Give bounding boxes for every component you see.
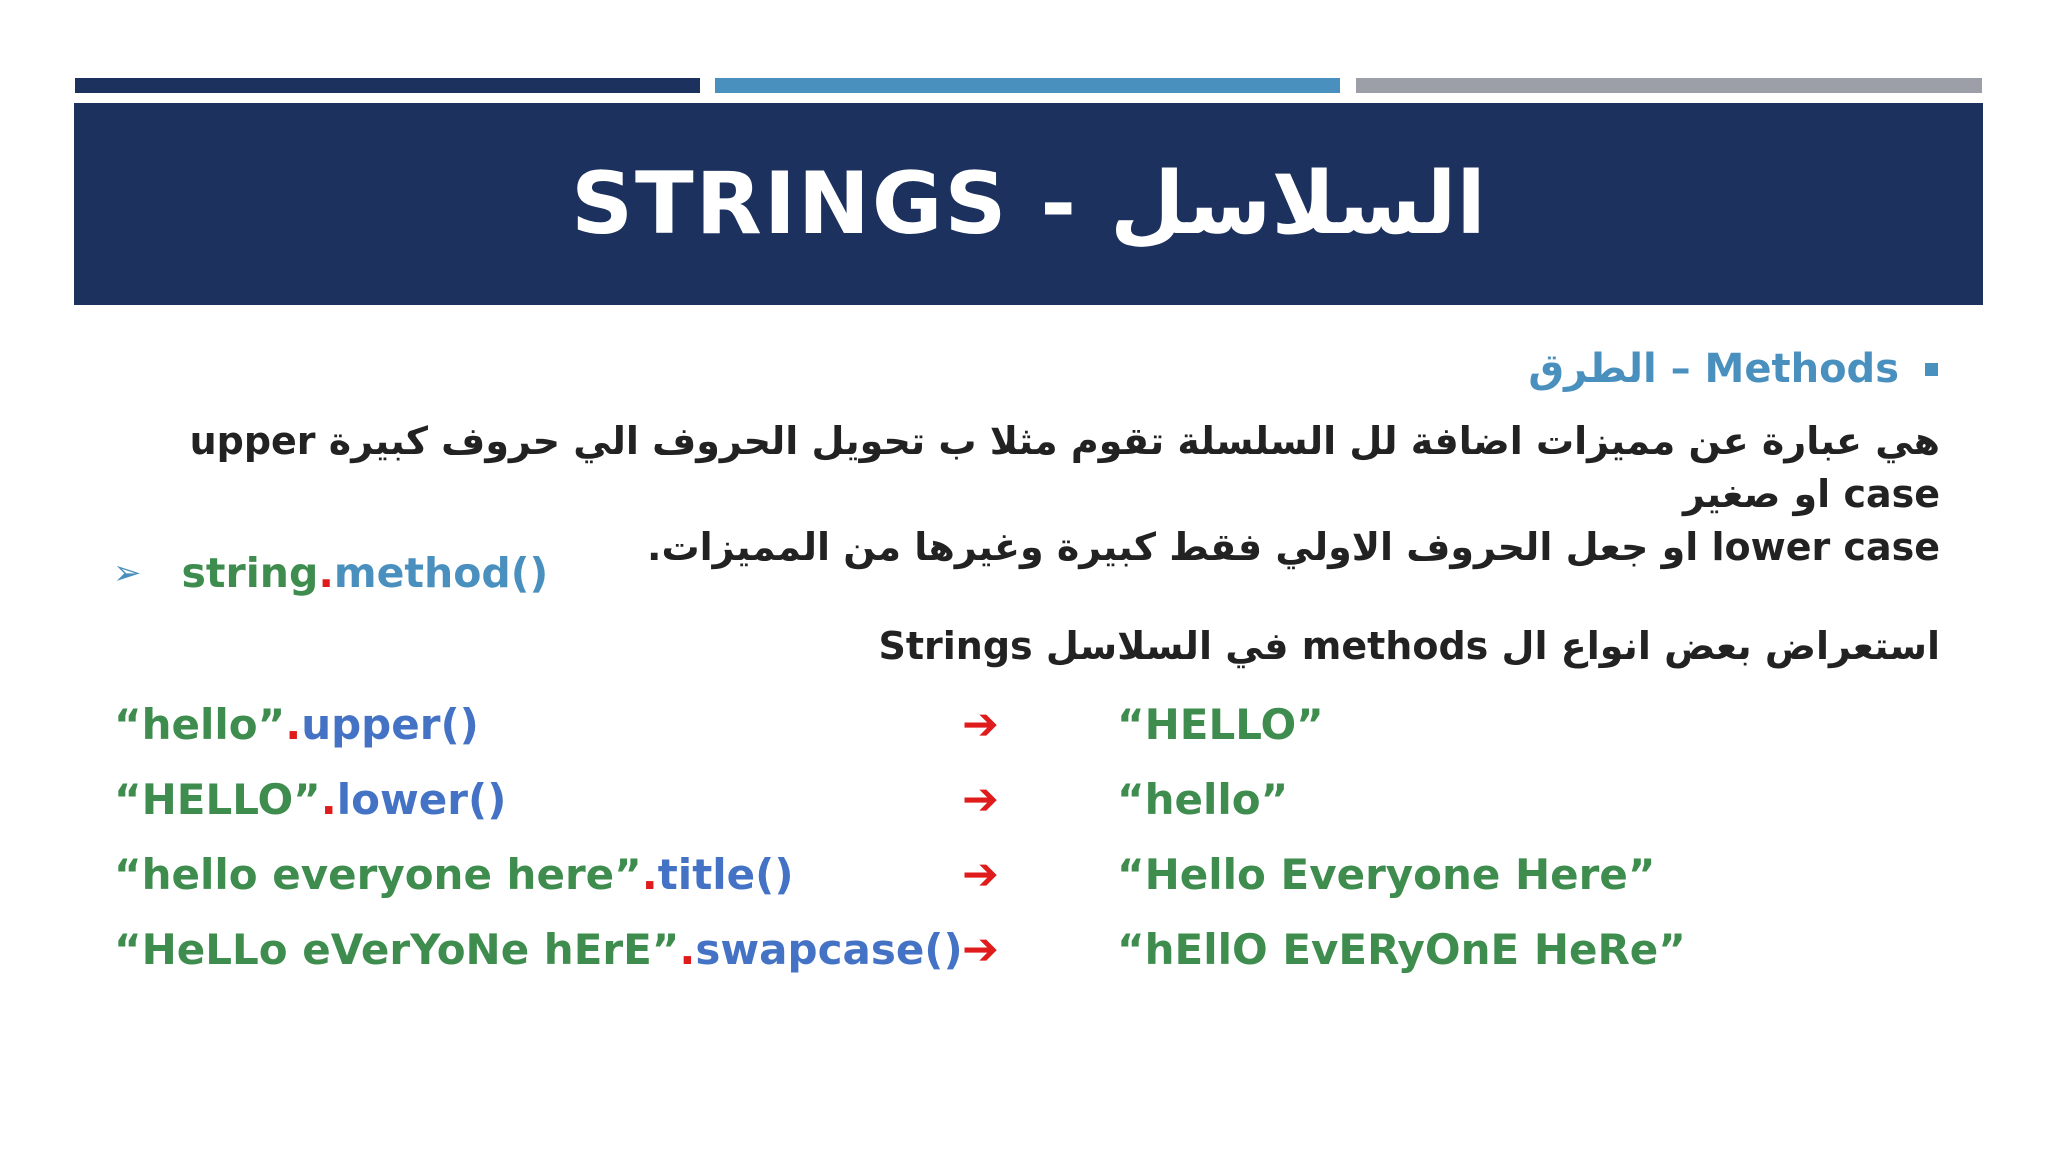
example-string: “HeLLo eVerYoNe hErE” [114,924,680,974]
square-bullet-icon [1925,363,1938,376]
methods-heading-row [1528,344,1938,394]
syntax-object: string [181,549,319,597]
title-band [74,103,1983,305]
example-method: upper() [301,699,479,749]
syntax-example [182,549,549,597]
example-dot: . [320,774,337,824]
example-expression [114,700,479,749]
slide-title: STRINGS - السلاسل [571,154,1486,254]
right-arrow-icon: ➔ [962,698,999,750]
right-arrow-icon: ➔ [962,773,999,825]
right-arrow-icon: ➔ [962,923,999,975]
example-dot: . [285,699,302,749]
description-line-1: هي عبارة عن مميزات اضافة لل السلسلة تقوم مثلا ب تحويل الحروف الي حروف كبيرة upper case او صغير [189,419,1940,516]
syntax-row [113,545,548,601]
arrow-bullet-icon: ➢ [113,553,142,593]
examples-subtitle: استعراض بعض انواع ال methods في السلاسل Strings [878,624,1940,668]
syntax-method: method() [333,549,549,597]
example-dot: . [679,924,696,974]
example-dot: . [641,849,658,899]
example-expression [114,850,794,899]
example-string: “hello everyone here” [114,849,642,899]
example-row-upper [114,694,1914,754]
top-accent-bar-navy [75,78,700,93]
example-expression [114,775,506,824]
example-method: swapcase() [695,924,963,974]
example-row-lower [114,769,1914,829]
right-arrow-icon: ➔ [962,848,999,900]
example-result: “Hello Everyone Here” [1117,849,1656,899]
example-row-swapcase [114,919,1914,979]
syntax-dot: . [318,549,334,597]
top-accent-bar-blue [715,78,1340,93]
example-result: “hello” [1117,774,1289,824]
top-accent-bar-gray [1356,78,1982,93]
example-method: lower() [336,774,507,824]
description-line-2: lower case او جعل الحروف الاولي فقط كبيرة وغيرها من المميزات. [647,525,1940,569]
example-method: title() [657,849,794,899]
example-result: “hEllO EvERyOnE HeRe” [1117,924,1686,974]
example-string: “hello” [114,699,286,749]
example-result: “HELLO” [1117,699,1324,749]
example-expression [114,925,963,974]
example-row-title [114,844,1914,904]
example-string: “HELLO” [114,774,321,824]
methods-heading: Methods – الطرق [1528,346,1899,392]
